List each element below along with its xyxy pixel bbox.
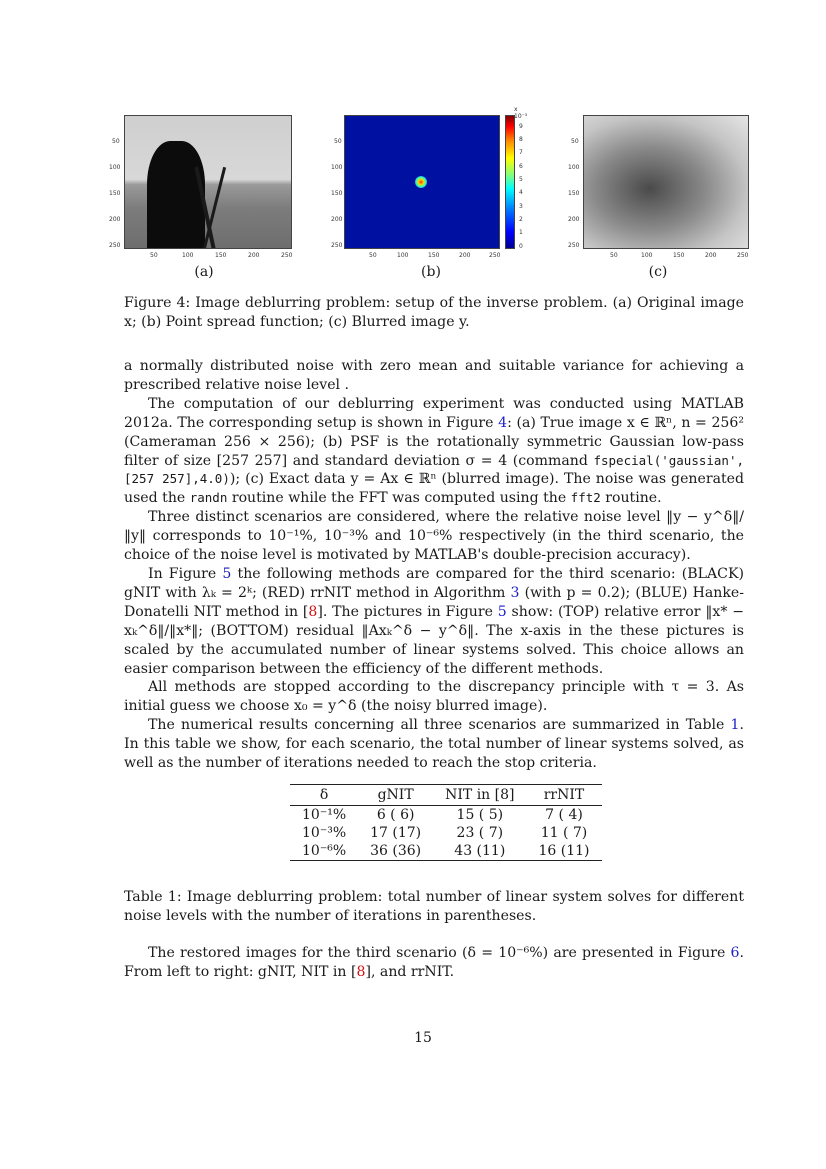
- x-tick: 50: [610, 252, 618, 259]
- colorbar-tick: 9: [519, 123, 523, 130]
- cameraman-silhouette: [147, 141, 205, 249]
- table-row: [290, 824, 602, 842]
- colorbar-tick: 3: [519, 203, 523, 210]
- figure-ref-link[interactable]: 6: [730, 945, 740, 961]
- table-row: [290, 806, 602, 825]
- x-tick: 100: [182, 252, 194, 259]
- algorithm-ref-link[interactable]: 3: [510, 584, 520, 601]
- table-cell: 36 (36): [358, 842, 433, 861]
- column-header: δ: [290, 785, 358, 806]
- text-span: . From left to right: gNIT, NIT in [: [124, 945, 744, 980]
- citation-link[interactable]: 8: [308, 603, 318, 620]
- x-tick: 150: [673, 252, 685, 259]
- x-tick: 250: [281, 252, 293, 259]
- y-tick: 100: [109, 164, 121, 171]
- table-cell: 6 ( 6): [376, 807, 415, 823]
- table-header-row: [290, 785, 602, 806]
- text-span: routine.: [600, 490, 662, 507]
- y-tick: 200: [109, 216, 121, 223]
- colorbar-exponent: x 10⁻³: [514, 106, 528, 120]
- figure-caption: [124, 294, 744, 332]
- y-tick: 100: [331, 164, 343, 171]
- y-tick: 200: [568, 216, 580, 223]
- results-table: [290, 784, 602, 861]
- y-tick: 250: [109, 242, 121, 249]
- table-cell: 10⁻¹%: [302, 807, 347, 823]
- subfigure-label: (b): [421, 264, 441, 280]
- code-span: fspecial('gaussian',[257 257],4.0): [124, 452, 744, 487]
- text-span: (with p = 0.2); (BLUE) Hanke-Donatelli NIT method in [: [124, 584, 744, 620]
- colorbar-tick: 4: [519, 189, 523, 196]
- paragraph: a normally distributed noise with zero mean and suitable variance for achieving a prescribed relative noise level .: [124, 358, 744, 393]
- figure-caption-text: Image deblurring problem: setup of the inverse problem. (a) Original image x; (b) Point spread function; (c) Blurred image y.: [124, 295, 744, 330]
- text-span: show: (TOP) relative error ‖x* − xₖ^δ‖/‖x*‖; (BOTTOM) residual ‖Axₖ^δ − y^δ‖. The x-axis in the these pictures is scaled by the accumulated number of linear systems solved. This choice allows an easier comparison between the efficiency of the different methods.: [124, 603, 744, 677]
- x-tick: 200: [705, 252, 717, 259]
- column-header: gNIT: [358, 785, 433, 806]
- column-header: NIT in [8]: [433, 785, 526, 806]
- closing-text: [124, 944, 744, 982]
- x-tick: 200: [248, 252, 260, 259]
- text-span: The restored images for the third scenario (δ = 10⁻⁶%) are presented in Figure: [148, 945, 731, 961]
- table-cell: 23 ( 7): [456, 825, 504, 841]
- text-span: : (a) True image x ∈ ℝⁿ, n = 256² (Cameraman 256 × 256); (b) PSF is the rotationally symmetric Gaussian low-pass filter of size [257 257] and standard deviation σ = 4 (command: [124, 414, 744, 469]
- body-text: [124, 357, 744, 773]
- table-caption: [124, 888, 744, 926]
- y-tick: 150: [109, 190, 121, 197]
- code-span: fft2: [570, 490, 601, 506]
- table-row: [290, 842, 602, 861]
- colorbar-tick: 7: [519, 149, 523, 156]
- table-cell: 10⁻⁶%: [290, 842, 358, 861]
- table-caption-prefix: Table 1:: [124, 889, 182, 905]
- colorbar-tick: 5: [519, 176, 523, 183]
- x-tick: 50: [369, 252, 377, 259]
- y-tick: 50: [334, 138, 342, 145]
- text-span: . In this table we show, for each scenario, the total number of linear systems solved, as well as the number of iterations needed to reach the stop criteria.: [124, 717, 744, 772]
- text-span: The numerical results concerning all three scenarios are summarized in Table: [148, 717, 731, 734]
- x-tick: 100: [397, 252, 409, 259]
- x-tick: 250: [489, 252, 501, 259]
- subfigure-label: (a): [194, 264, 214, 280]
- page-number: 15: [414, 1030, 432, 1046]
- x-tick: 250: [737, 252, 749, 259]
- y-tick: 250: [331, 242, 343, 249]
- colorbar: [505, 115, 515, 249]
- x-tick: 100: [641, 252, 653, 259]
- citation-link[interactable]: 8: [356, 963, 366, 980]
- paragraph: [124, 395, 744, 508]
- table-cell: 15 ( 5): [456, 807, 504, 823]
- paragraph: [124, 716, 744, 773]
- table-caption-text: Image deblurring problem: total number of linear system solves for different noise levels with the number of iterations in parentheses.: [124, 889, 744, 924]
- text-span: In Figure: [148, 565, 223, 582]
- figure-ref-link[interactable]: 5: [222, 565, 232, 582]
- y-tick: 100: [568, 164, 580, 171]
- paragraph: [124, 944, 744, 982]
- text-span: the following methods are compared for the third scenario: (BLACK) gNIT with λₖ = 2ᵏ; (RED) rrNIT method in Algorithm: [124, 565, 744, 601]
- text-span: ]. The pictures in Figure: [317, 603, 498, 620]
- x-tick: 150: [428, 252, 440, 259]
- x-tick: 150: [215, 252, 227, 259]
- paragraph: [124, 565, 744, 678]
- table-cell: 17 (17): [370, 825, 422, 841]
- colorbar-tick: 1: [519, 229, 523, 236]
- table-cell: 10⁻³%: [302, 825, 347, 841]
- figure-ref-link[interactable]: 5: [497, 603, 507, 620]
- original-image: [124, 115, 292, 249]
- text-span: routine while the FFT was computed using the: [227, 490, 571, 507]
- colorbar-tick: 8: [519, 136, 523, 143]
- y-tick: 150: [331, 190, 343, 197]
- x-tick: 50: [150, 252, 158, 259]
- text-span: ); (c) Exact data y = Ax ∈ ℝⁿ (blurred image). The noise was generated used the: [124, 471, 745, 507]
- y-tick: 150: [568, 190, 580, 197]
- colorbar-tick: 2: [519, 216, 523, 223]
- column-header: rrNIT: [526, 785, 601, 806]
- text-span: ], and rrNIT.: [365, 963, 455, 980]
- blurred-image: [583, 115, 749, 249]
- y-tick: 200: [331, 216, 343, 223]
- figure-caption-prefix: Figure 4:: [124, 295, 191, 311]
- table-ref-link[interactable]: 1: [730, 717, 740, 734]
- paragraph: Three distinct scenarios are considered, where the relative noise level ‖y − y^δ‖/‖y‖ corresponds to 10⁻¹%, 10⁻³% and 10⁻⁶% respectively (in the third scenario, the choice of the noise level is motivated by MATLAB's double-precision accuracy).: [124, 509, 744, 564]
- table-cell: 43 (11): [433, 842, 526, 861]
- figure-ref-link[interactable]: 4: [498, 414, 508, 431]
- text-span: The computation of our deblurring experiment was conducted using MATLAB 2012a. The corresponding setup is shown in Figure: [124, 395, 744, 431]
- colorbar-tick: 0: [519, 243, 523, 250]
- subfigure-label: (c): [648, 264, 668, 280]
- y-tick: 250: [568, 242, 580, 249]
- y-tick: 50: [112, 138, 120, 145]
- y-tick: 50: [571, 138, 579, 145]
- paragraph: All methods are stopped according to the discrepancy principle with τ = 3. As initial guess we choose x₀ = y^δ (the noisy blurred image).: [124, 679, 744, 715]
- x-tick: 200: [459, 252, 471, 259]
- table-cell: 11 ( 7): [540, 825, 588, 841]
- code-span: randn: [189, 490, 228, 506]
- table-cell: 7 ( 4): [545, 807, 583, 823]
- psf-peak: [415, 176, 427, 188]
- psf-image: [344, 115, 500, 249]
- colorbar-tick: 6: [519, 163, 523, 170]
- table-cell: 16 (11): [526, 842, 601, 861]
